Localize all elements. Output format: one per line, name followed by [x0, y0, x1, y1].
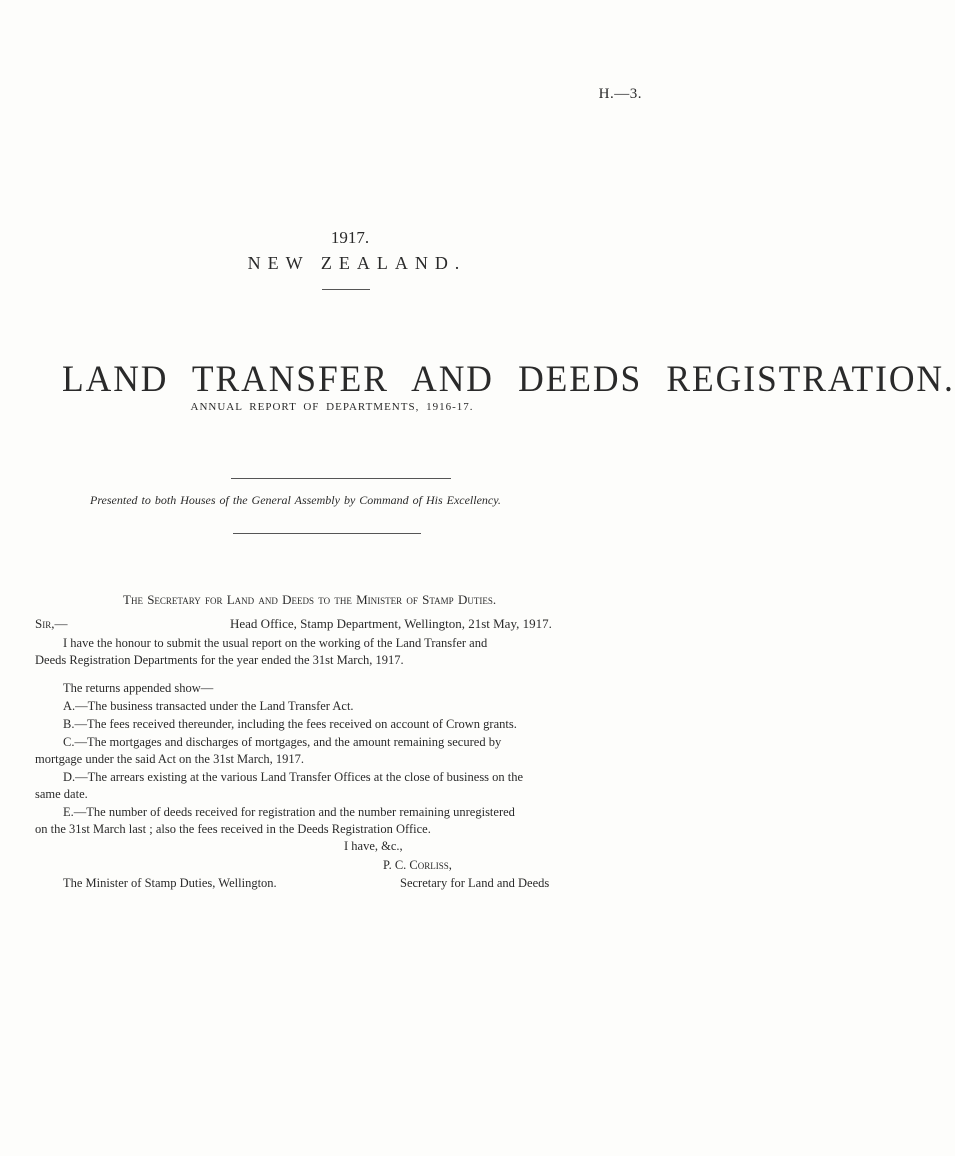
closing: I have, &c.,: [344, 839, 403, 853]
divider-rule: [233, 533, 421, 534]
list-item: same date.: [35, 787, 88, 801]
list-item: on the 31st March last ; also the fees received in the Deeds Registration Office.: [35, 822, 431, 836]
list-item: C.—The mortgages and discharges of mortgages, and the amount remaining secured by: [63, 735, 502, 749]
paragraph-line: Deeds Registration Departments for the year ended the 31st March, 1917.: [35, 653, 404, 667]
list-item: D.—The arrears existing at the various Land Transfer Offices at the close of business on the: [63, 770, 524, 784]
salutation: Sir,—: [35, 616, 68, 631]
addressee: The Minister of Stamp Duties, Wellington.: [63, 876, 277, 890]
list-item: B.—The fees received thereunder, including the fees received on account of Crown grants.: [63, 717, 517, 731]
country-name: NEW ZEALAND.: [247, 253, 467, 273]
page-reference: H.—3.: [598, 86, 642, 102]
divider-rule: [322, 289, 370, 290]
list-item: E.—The number of deeds received for registration and the number remaining unregistered: [63, 805, 515, 819]
letter-heading: The Secretary for Land and Deeds to the Minister of Stamp Duties.: [123, 592, 497, 607]
paragraph-line: The returns appended show—: [63, 681, 214, 695]
report-title: LAND TRANSFER AND DEEDS REGISTRATION.: [62, 359, 955, 400]
report-subtitle: ANNUAL REPORT OF DEPARTMENTS, 1916-17.: [190, 401, 474, 413]
divider-rule: [231, 478, 451, 479]
dateline: Head Office, Stamp Department, Wellington, 21st May, 1917.: [230, 616, 552, 631]
paragraph-line: I have the honour to submit the usual report on the working of the Land Transfer and: [63, 636, 488, 650]
signatory-title: Secretary for Land and Deeds: [400, 876, 550, 890]
presentation-note: Presented to both Houses of the General Assembly by Command of His Excellency.: [90, 493, 501, 507]
report-year: 1917.: [330, 228, 370, 247]
signatory-name: P. C. Corliss,: [383, 858, 452, 872]
list-item: A.—The business transacted under the Land Transfer Act.: [63, 699, 354, 713]
list-item: mortgage under the said Act on the 31st March, 1917.: [35, 752, 305, 766]
